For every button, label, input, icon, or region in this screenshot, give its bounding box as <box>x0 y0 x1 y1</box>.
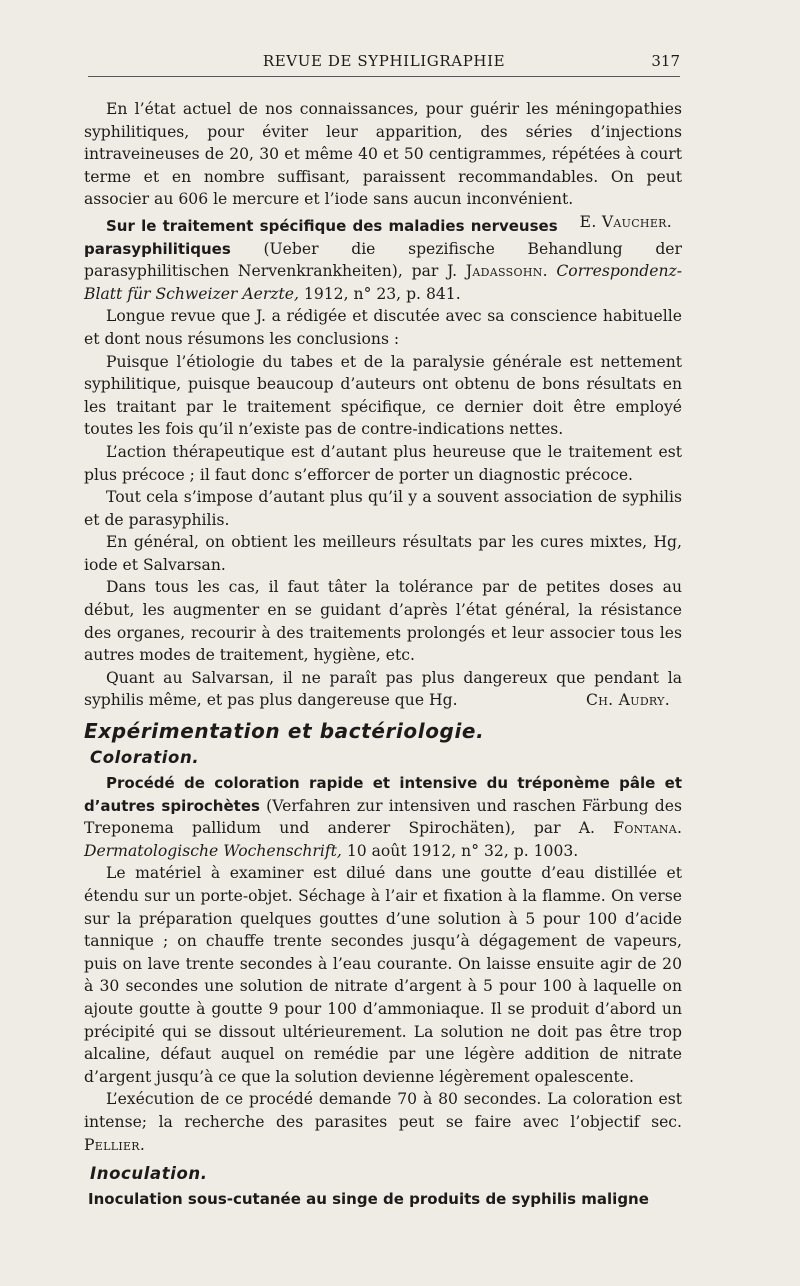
paragraph <box>84 1088 682 1156</box>
paragraph: Longue revue que J. a rédigée et discutée avec sa conscience habituelle et dont nous résumons les conclusions : <box>84 307 682 348</box>
paragraph: Tout cela s’impose d’autant plus qu’il y a souvent association de syphilis et de parasyphilis. <box>84 488 682 529</box>
paragraph-text: En l’état actuel de nos connaissances, pour guérir les méningopathies syphilitiques, pour éviter leur apparition, des séries d’injections intraveineuses de 20, 30 et même 40 et 50 centigrammes, répétées à court terme et en nombre suffisant, paraissent recommandables. On peut associer au 606 le mercure et l’iode sans aucun inconvénient. <box>84 100 682 209</box>
article-original-title: (Verfahren zur intensiven und raschen Färbung des Treponema pallidum und anderer Spirochäten), par A. <box>84 796 682 838</box>
running-title: REVUE DE SYPHILIGRAPHIE <box>262 52 506 70</box>
page-number: 317 <box>651 52 680 70</box>
paragraph-text: L’exécution de ce procédé demande 70 à 80 secondes. La coloration est intense; la recherche des parasites peut se faire avec l’objectif sec. <box>84 1090 682 1131</box>
author-signature: Ch. Audry. <box>586 691 670 710</box>
paragraph <box>84 667 682 712</box>
article-title: Inoculation sous-cutanée au singe de produits de syphilis maligne <box>88 1190 649 1209</box>
journal-name: Dermatologische Wochenschrift, <box>84 841 342 860</box>
article-author: Fontana <box>613 819 678 838</box>
paragraph: En général, on obtient les meilleurs résultats par les cures mixtes, Hg, iode et Salvarsan. <box>84 533 682 574</box>
author-signature: Pellier. <box>84 1135 146 1154</box>
subsection-title: Coloration. <box>90 748 200 768</box>
article-reference <box>84 1188 682 1211</box>
subsection-title: Inoculation. <box>90 1164 208 1184</box>
citation: 10 août 1912, n° 32, p. 1003. <box>346 841 579 860</box>
article-author: Jadassohn <box>465 262 543 281</box>
paragraph: L’action thérapeutique est d’autant plus heureuse que le traitement est plus précoce ; il faut donc s’efforcer de porter un diagnostic précoce. <box>84 442 682 484</box>
page-header <box>88 50 680 77</box>
article-title: Sur le traitement spécifique des maladies nerveuses parasyphilitiques <box>84 216 558 258</box>
paragraph <box>84 98 682 231</box>
citation: 1912, n° 23, p. 841. <box>303 284 461 303</box>
section-title: Expérimentation et bactériologie. <box>84 719 485 744</box>
paragraph: Dans tous les cas, il faut tâter la tolérance par de petites doses au début, les augmenter en se guidant d’après l’état général, la résistance des organes, recourir à des traitements prolongés et leur associer tous les autres modes de traitement, hygiène, etc. <box>84 578 682 665</box>
author-signature: E. Vaucher. <box>579 212 672 231</box>
article-reference: Sur le traitement spécifique des maladies nerveuses parasyphilitiques (Ueber die spezifische Behandlung der parasyphilitischen Nervenkrankheiten), par J. Jadassohn. Correspondenz-Blatt für Schweizer Aerzte, 1912, n° 23, p. 841. <box>84 216 682 303</box>
article-original-title: (Ueber die spezifische Behandlung der parasyphilitischen Nervenkrankheiten), par J. <box>84 239 682 281</box>
paragraph: Puisque l’étiologie du tabes et de la paralysie générale est nettement syphilitique, puisque beaucoup d’auteurs ont obtenu de bons résultats en les traitant par le traitement spécifique, ce dernier doit être employé toutes les fois qu’il n’existe pas de contre-indications nettes. <box>84 352 682 439</box>
article-reference: Procédé de coloration rapide et intensive du tréponème pâle et d’autres spirochètes (Verfahren zur intensiven und raschen Färbung des Treponema pallidum und anderer Spirochäten), par A. Fontana. Dermatologische Wochenschrift, 10 août 1912, n° 32, p. 1003. <box>84 774 682 860</box>
paragraph: Le matériel à examiner est dilué dans une goutte d’eau distillée et étendu sur un porte-objet. Séchage à l’air et fixation à la flamme. On verse sur la préparation quelques gouttes d’une solution à 5 pour 100 d’acide tannique ; on chauffe trente secondes jusqu’à dégagement de vapeurs, puis on lave trente secondes à l’eau courante. On laisse ensuite agir de 20 à 30 secondes une solution de nitrate d’argent à 5 pour 100 à laquelle on ajoute goutte à goutte 9 pour 100 d’ammoniaque. Il se produit d’abord un précipité qui se dissout ultérieurement. La solution ne doit pas être trop alcaline, défaut auquel on remédie par une légère addition de nitrate d’argent jusqu’à ce que la solution devienne légèrement opalescente. <box>84 864 682 1086</box>
article-body <box>84 98 682 1211</box>
paragraph-text: Quant au Salvarsan, il ne paraît pas plus dangereux que pendant la syphilis même, et pas plus dangereuse que Hg. <box>84 668 682 710</box>
journal-name: Correspondenz-Blatt für Schweizer Aerzte, <box>84 262 682 303</box>
article-title: Procédé de coloration rapide et intensive du tréponème pâle et d’autres spirochètes <box>84 774 682 815</box>
